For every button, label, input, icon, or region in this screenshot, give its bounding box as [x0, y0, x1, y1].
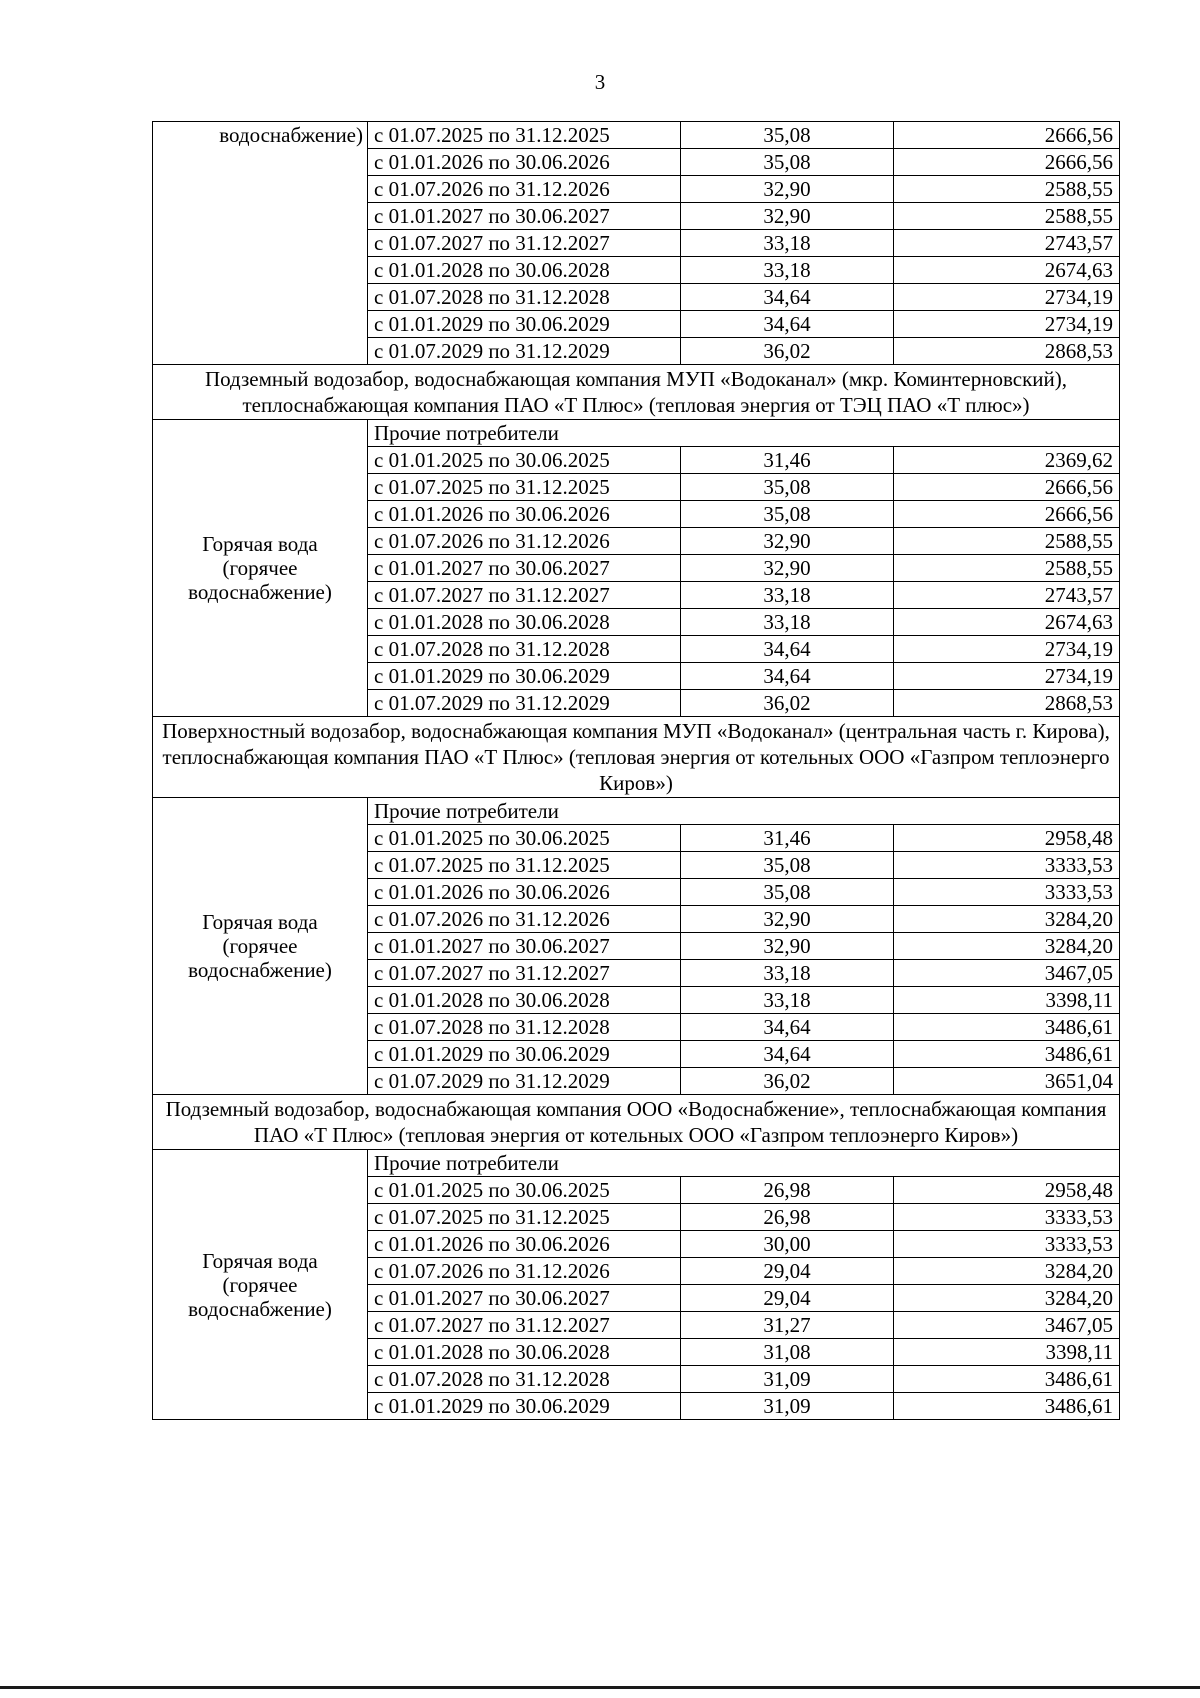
period-cell: с 01.01.2029 по 30.06.2029	[368, 1393, 681, 1420]
tariff-cell: 3333,53	[894, 879, 1120, 906]
rate-cell: 35,08	[681, 852, 894, 879]
period-cell: с 01.07.2029 по 31.12.2029	[368, 1068, 681, 1095]
tariff-cell: 2734,19	[894, 311, 1120, 338]
rate-cell: 32,90	[681, 176, 894, 203]
period-cell: с 01.01.2027 по 30.06.2027	[368, 555, 681, 582]
tariff-cell: 3333,53	[894, 1231, 1120, 1258]
tariff-cell: 2369,62	[894, 447, 1120, 474]
tariff-table-body	[153, 122, 1120, 1420]
consumer-category: Прочие потребители	[368, 420, 1120, 447]
rate-cell: 31,46	[681, 825, 894, 852]
period-cell: с 01.01.2025 по 30.06.2025	[368, 825, 681, 852]
period-cell: с 01.07.2026 по 31.12.2026	[368, 906, 681, 933]
tariff-cell: 2868,53	[894, 338, 1120, 365]
period-cell: с 01.07.2025 по 31.12.2025	[368, 122, 681, 149]
period-cell: с 01.07.2027 по 31.12.2027	[368, 960, 681, 987]
tariff-cell: 2958,48	[894, 825, 1120, 852]
rate-cell: 31,09	[681, 1393, 894, 1420]
service-name-line: водоснабжение)	[188, 1296, 332, 1321]
period-cell: с 01.07.2025 по 31.12.2025	[368, 852, 681, 879]
service-name-line: Горячая вода	[202, 910, 318, 934]
rate-cell: 31,08	[681, 1339, 894, 1366]
tariff-cell: 2674,63	[894, 609, 1120, 636]
tariff-cell: 2743,57	[894, 230, 1120, 257]
rate-cell: 34,64	[681, 663, 894, 690]
period-cell: с 01.07.2026 по 31.12.2026	[368, 176, 681, 203]
service-name-line: (горячее	[222, 934, 298, 958]
period-cell: с 01.07.2029 по 31.12.2029	[368, 338, 681, 365]
section-header-row	[153, 1095, 1120, 1150]
tariff-cell: 3486,61	[894, 1014, 1120, 1041]
consumer-category: Прочие потребители	[368, 1150, 1120, 1177]
rate-cell: 26,98	[681, 1204, 894, 1231]
rate-cell: 35,08	[681, 149, 894, 176]
rate-cell: 29,04	[681, 1258, 894, 1285]
rate-cell: 33,18	[681, 257, 894, 284]
tariff-cell: 2666,56	[894, 122, 1120, 149]
period-cell: с 01.01.2028 по 30.06.2028	[368, 609, 681, 636]
period-cell: с 01.01.2027 по 30.06.2027	[368, 203, 681, 230]
service-name-line: водоснабжение)	[188, 958, 332, 982]
tariff-cell: 3467,05	[894, 1312, 1120, 1339]
period-cell: с 01.01.2027 по 30.06.2027	[368, 933, 681, 960]
tariff-cell: 2868,53	[894, 690, 1120, 717]
tariff-cell: 2743,57	[894, 582, 1120, 609]
period-cell: с 01.01.2029 по 30.06.2029	[368, 311, 681, 338]
period-cell: с 01.01.2025 по 30.06.2025	[368, 447, 681, 474]
page-bottom-rule	[0, 1686, 1200, 1689]
service-name-line: Горячая вода	[202, 1248, 318, 1273]
rate-cell: 33,18	[681, 987, 894, 1014]
period-cell: с 01.01.2029 по 30.06.2029	[368, 1041, 681, 1068]
section-header: Поверхностный водозабор, водоснабжающая компания МУП «Водоканал» (центральная часть г. Кирова), теплоснабжающая компания ПАО «Т Плюс» (тепловая энергия от котельных ООО «Газпром теплоэнерго Киров»)	[153, 717, 1120, 798]
section-header: Подземный водозабор, водоснабжающая компания МУП «Водоканал» (мкр. Коминтерновский), теплоснабжающая компания ПАО «Т Плюс» (тепловая энергия от ТЭЦ ПАО «Т плюс»)	[153, 365, 1120, 420]
service-name-cell: водоснабжение)	[153, 122, 368, 365]
service-name-line: (горячее	[222, 1272, 298, 1297]
tariff-cell: 3398,11	[894, 1339, 1120, 1366]
rate-cell: 36,02	[681, 338, 894, 365]
tariff-cell: 2666,56	[894, 474, 1120, 501]
rate-cell: 32,90	[681, 933, 894, 960]
period-cell: с 01.07.2027 по 31.12.2027	[368, 230, 681, 257]
rate-cell: 34,64	[681, 1014, 894, 1041]
tariff-cell: 2734,19	[894, 284, 1120, 311]
rate-cell: 34,64	[681, 311, 894, 338]
rate-cell: 32,90	[681, 203, 894, 230]
tariff-cell: 3284,20	[894, 1258, 1120, 1285]
rate-cell: 33,18	[681, 230, 894, 257]
period-cell: с 01.07.2026 по 31.12.2026	[368, 1258, 681, 1285]
tariff-cell: 2666,56	[894, 501, 1120, 528]
rate-cell: 33,18	[681, 960, 894, 987]
rate-cell: 31,46	[681, 447, 894, 474]
period-cell: с 01.01.2026 по 30.06.2026	[368, 1231, 681, 1258]
service-name-cell	[153, 1150, 368, 1420]
tariff-cell: 2588,55	[894, 555, 1120, 582]
tariff-cell: 2734,19	[894, 663, 1120, 690]
period-cell: с 01.01.2028 по 30.06.2028	[368, 987, 681, 1014]
consumer-row	[153, 1150, 1120, 1177]
rate-cell: 35,08	[681, 122, 894, 149]
period-cell: с 01.07.2026 по 31.12.2026	[368, 528, 681, 555]
service-name-cell	[153, 420, 368, 717]
period-cell: с 01.01.2028 по 30.06.2028	[368, 1339, 681, 1366]
period-cell: с 01.07.2027 по 31.12.2027	[368, 1312, 681, 1339]
tariff-cell: 3486,61	[894, 1366, 1120, 1393]
section-header-row	[153, 717, 1120, 798]
tariff-cell: 3333,53	[894, 852, 1120, 879]
service-name-cell	[153, 798, 368, 1095]
rate-cell: 32,90	[681, 528, 894, 555]
period-cell: с 01.01.2029 по 30.06.2029	[368, 663, 681, 690]
tariff-cell: 3467,05	[894, 960, 1120, 987]
rate-cell: 33,18	[681, 609, 894, 636]
rate-cell: 36,02	[681, 1068, 894, 1095]
tariff-cell: 2734,19	[894, 636, 1120, 663]
tariff-table	[152, 121, 1120, 1420]
period-cell: с 01.07.2025 по 31.12.2025	[368, 474, 681, 501]
service-name-line: водоснабжение)	[188, 580, 332, 604]
section-header: Подземный водозабор, водоснабжающая компания ООО «Водоснабжение», теплоснабжающая компания ПАО «Т Плюс» (тепловая энергия от котельных ООО «Газпром теплоэнерго Киров»)	[153, 1095, 1120, 1150]
period-cell: с 01.07.2028 по 31.12.2028	[368, 636, 681, 663]
rate-cell: 32,90	[681, 906, 894, 933]
period-cell: с 01.07.2028 по 31.12.2028	[368, 284, 681, 311]
rate-cell: 31,27	[681, 1312, 894, 1339]
rate-cell: 26,98	[681, 1177, 894, 1204]
page-number: 3	[594, 70, 606, 94]
tariff-cell: 2588,55	[894, 203, 1120, 230]
period-cell: с 01.01.2028 по 30.06.2028	[368, 257, 681, 284]
rate-cell: 36,02	[681, 690, 894, 717]
tariff-cell: 2666,56	[894, 149, 1120, 176]
consumer-row	[153, 798, 1120, 825]
period-cell: с 01.01.2026 по 30.06.2026	[368, 149, 681, 176]
rate-cell: 35,08	[681, 501, 894, 528]
tariff-cell: 3333,53	[894, 1204, 1120, 1231]
rate-cell: 35,08	[681, 474, 894, 501]
service-name-line: (горячее	[222, 556, 298, 580]
tariff-cell: 2958,48	[894, 1177, 1120, 1204]
tariff-cell: 3486,61	[894, 1393, 1120, 1420]
tariff-cell: 2674,63	[894, 257, 1120, 284]
rate-cell: 34,64	[681, 1041, 894, 1068]
rate-cell: 34,64	[681, 284, 894, 311]
period-cell: с 01.07.2025 по 31.12.2025	[368, 1204, 681, 1231]
tariff-cell: 3284,20	[894, 933, 1120, 960]
consumer-row	[153, 420, 1120, 447]
rate-cell: 29,04	[681, 1285, 894, 1312]
table-row	[153, 122, 1120, 149]
rate-cell: 31,09	[681, 1366, 894, 1393]
period-cell: с 01.07.2027 по 31.12.2027	[368, 582, 681, 609]
period-cell: с 01.01.2027 по 30.06.2027	[368, 1285, 681, 1312]
tariff-cell: 3284,20	[894, 1285, 1120, 1312]
tariff-cell: 3398,11	[894, 987, 1120, 1014]
tariff-cell: 3486,61	[894, 1041, 1120, 1068]
period-cell: с 01.01.2026 по 30.06.2026	[368, 501, 681, 528]
period-cell: с 01.01.2025 по 30.06.2025	[368, 1177, 681, 1204]
rate-cell: 32,90	[681, 555, 894, 582]
section-header-row	[153, 365, 1120, 420]
tariff-cell: 2588,55	[894, 528, 1120, 555]
rate-cell: 34,64	[681, 636, 894, 663]
period-cell: с 01.07.2028 по 31.12.2028	[368, 1366, 681, 1393]
tariff-cell: 3651,04	[894, 1068, 1120, 1095]
period-cell: с 01.07.2029 по 31.12.2029	[368, 690, 681, 717]
period-cell: с 01.07.2028 по 31.12.2028	[368, 1014, 681, 1041]
consumer-category: Прочие потребители	[368, 798, 1120, 825]
rate-cell: 30,00	[681, 1231, 894, 1258]
rate-cell: 33,18	[681, 582, 894, 609]
tariff-cell: 3284,20	[894, 906, 1120, 933]
rate-cell: 35,08	[681, 879, 894, 906]
period-cell: с 01.01.2026 по 30.06.2026	[368, 879, 681, 906]
service-name-line: Горячая вода	[202, 532, 318, 556]
tariff-cell: 2588,55	[894, 176, 1120, 203]
